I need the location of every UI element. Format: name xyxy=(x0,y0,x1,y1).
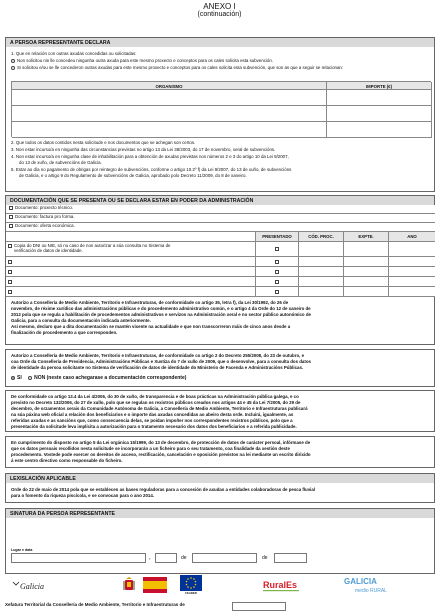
checkbox-extra-3[interactable] xyxy=(8,280,12,284)
extra-doc-1[interactable] xyxy=(6,257,256,267)
extra-4-proc-code[interactable] xyxy=(299,287,344,297)
separator-de-2: de xyxy=(262,555,268,561)
legislation-section xyxy=(5,473,435,503)
data-protection-text-b: que os datos persoais recollidos nesta solicitude se incorporarán a un ficheiro para o seu tratamento, coa finalidade da xestión deste xyxy=(11,446,290,451)
feader-label: FEADER xyxy=(185,591,197,596)
col-year: ANO xyxy=(389,232,435,242)
declaration-title: A PERSOA REPRESENTANTE DECLARA xyxy=(6,38,434,47)
data-protection-text-d: á este centro directivo como responsable do ficheiro. xyxy=(11,458,123,463)
footer-office-input[interactable] xyxy=(232,602,286,611)
col-organism: ORGANISMO xyxy=(12,82,327,90)
authorization-text-d: Galicia, para a consulta da documentación indicada anteriormente. xyxy=(11,318,151,323)
aid-row-2-amount[interactable] xyxy=(327,106,432,122)
extra-doc-3[interactable] xyxy=(6,277,256,287)
identity-consent-section xyxy=(5,349,435,387)
publicity-text-e: referidas axudas e as sancións que, como consecuencia delas, se poidan impoñer nos correspondentes rexistros públicos, polo que a xyxy=(11,418,293,423)
declaration-section xyxy=(5,37,435,192)
documentation-section xyxy=(5,195,435,345)
checkbox-extra-3-presented[interactable] xyxy=(275,280,279,284)
extra-3-proc-code[interactable] xyxy=(299,277,344,287)
day-input[interactable] xyxy=(155,553,177,563)
declaration-q1: 1. Que en relación con outras axudas concedidas ou solicitadas: xyxy=(11,51,137,56)
extra-1-proc-code[interactable] xyxy=(299,257,344,267)
option-no-other-aid[interactable]: Non solicitou nin lle concedeu ningunha outra axuda para este mesmo proxecto e conceptos para os cales solicita esta subvención. xyxy=(11,58,273,63)
identity-text-c: de identidade da persoa solicitante no Sistema de verificación de datos de identidade do Ministerio de Facenda e Administracións Públicas. xyxy=(11,365,304,370)
spain-ministry-stripes xyxy=(143,577,167,593)
data-protection-text-a: En cumprimento do disposto no artigo 5 da Lei orgánica 15/1999, do 13 de decembro, de protección de datos de carácter persoal, infórmase de xyxy=(11,440,311,445)
legislation-text-a: Orde do 22 de maio de 2014 pola que se establecen as bases reguladoras para a concesión de axudas a entidades colaboradoras de pesca fluvial xyxy=(11,487,316,492)
radio-no-other-aid[interactable] xyxy=(11,59,15,63)
authorization-text-c: 2012 pola que se regula a habilitación de procedementos administrativos e servizos na Administración xeral e no sector público autonómico de xyxy=(11,312,311,317)
place-date-label: Lugar e data xyxy=(11,548,33,552)
annex-subtitle: (continuación) xyxy=(197,11,242,18)
checkbox-project[interactable] xyxy=(9,206,13,210)
checkbox-dni-presented[interactable] xyxy=(275,247,279,251)
extra-3-year[interactable] xyxy=(389,277,435,287)
radio-consent-yes[interactable] xyxy=(11,376,15,380)
aid-row-3-amount[interactable] xyxy=(327,122,432,138)
aid-row-2-organism[interactable] xyxy=(12,106,327,122)
declaration-5a: 5. Estar ao día no pagamento de obrigas por reintegro de subvencións, conforme o artigo 10.2º f) da Lei 9/2007, do 13 de xuño, de subvencións xyxy=(11,167,292,172)
signature-section xyxy=(5,508,435,574)
dni-year[interactable] xyxy=(389,242,435,257)
checkbox-dni[interactable] xyxy=(8,244,12,248)
publicity-text-d: na súa páxina web oficial a relación dos beneficiarios e o importe das axudas concedidas ao abeiro desta orde. Incluirá, igualmente, as xyxy=(11,412,294,417)
consent-no[interactable]: NON (neste caso achegarase a documentación correspondente) xyxy=(28,375,186,381)
checkbox-extra-4[interactable] xyxy=(8,290,12,294)
checkbox-extra-4-presented[interactable] xyxy=(275,290,279,294)
place-input[interactable] xyxy=(11,553,146,563)
publicity-text-f: presentación da solicitude leva implícita a autorización para o tratamento necesario dos datos dos beneficiarios e a referida publicidade. xyxy=(11,424,297,429)
extra-3-file[interactable] xyxy=(344,277,389,287)
publicity-section xyxy=(5,390,435,432)
col-presented: PRESENTADO xyxy=(256,232,299,242)
col-amount: IMPORTE (€) xyxy=(327,82,432,90)
consent-yes[interactable]: SI xyxy=(11,375,22,381)
extra-1-year[interactable] xyxy=(389,257,435,267)
footer-office-label: Xefatura Territorial da Consellería de Medio Ambiente, Territorio e Infraestruturas de xyxy=(5,602,185,607)
declaration-3: 3. Non estar incurso/a en ningunha das circunstancias previstas no artigo 13 da Lei 38/2003, do 17 de novembro, xeral de subvencións. xyxy=(11,147,276,152)
extra-doc-4[interactable] xyxy=(6,287,256,297)
authorization-text-b: novembro, de réxime xurídico das administracións públicas e do procedemento administrativo común, e o artigo 4 da Orde do 12 de xaneiro de xyxy=(11,306,311,311)
checkbox-offer[interactable] xyxy=(9,224,13,228)
declaration-2: 2. Que todos os datos contidos nesta solicitude e nos documentos que se achegan son certos. xyxy=(11,140,196,145)
extra-1-file[interactable] xyxy=(344,257,389,267)
extra-2-year[interactable] xyxy=(389,267,435,277)
authorization-text-f: finalización do procedemento a que corresponden. xyxy=(11,330,118,335)
checkbox-extra-2-presented[interactable] xyxy=(275,270,279,274)
doc-row-invoice[interactable]: Documento: factura pro forma. xyxy=(6,214,435,223)
rurales-logo xyxy=(262,577,302,594)
extra-2-file[interactable] xyxy=(344,267,389,277)
galicia-rural-top: GALICIA xyxy=(344,577,377,586)
aid-row-1-amount[interactable] xyxy=(327,90,432,106)
doc-row-offer[interactable]: Documento: oferta económica. xyxy=(6,223,435,232)
galicia-logo xyxy=(12,579,48,594)
eu-flag-icon xyxy=(180,575,202,596)
month-input[interactable] xyxy=(192,553,257,563)
checkbox-extra-1-presented[interactable] xyxy=(275,260,279,264)
authorization-text-e: Así mesmo, declaro que a dita documentación se mantén vixente na actualidade e que non transcorreron máis de cinco anos desde a xyxy=(11,324,291,329)
radio-yes-other-aid[interactable] xyxy=(11,66,15,70)
identity-consent-options xyxy=(11,375,186,381)
declaration-4a: 4. Non estar incurso/a en ningunha clase de inhabilitación para a obtención de axudas previstas nos números 2 e 3 do artigo 10 da Lei 9/2007, xyxy=(11,154,289,159)
aid-row-1-organism[interactable] xyxy=(12,90,327,106)
legislation-title: LEXISLACIÓN APLICABLE xyxy=(6,474,434,483)
col-file: EXPTE. xyxy=(344,232,389,242)
separator-comma: , xyxy=(149,555,151,561)
data-protection-text-c: procedemento. Vostede pode exercer os dereitos de acceso, rectificación, cancelación e oposición previstos na lei mediante un escrito dirixido xyxy=(11,452,311,457)
annex-title: ANEXO I xyxy=(203,2,236,11)
dni-file[interactable] xyxy=(344,242,389,257)
aid-row-3-organism[interactable] xyxy=(12,122,327,138)
publicity-text-b: previsto no Decreto 132/2006, do 27 de xullo, polo que se regulan os rexistros públicos creados nos artigos 44 e 45 da Lei 7/2005, do 29 de xyxy=(11,400,301,405)
doc-row-project[interactable]: Documento: proxecto técnico. xyxy=(6,205,435,214)
spain-coat-of-arms-icon xyxy=(122,577,136,594)
option-yes-other-aid[interactable]: Si solicitou e/ou se lle concederon outras axudas para este mesmo proxecto e conceptos para os cales solicita esta subvención, que son as que a seguir se relacionan: xyxy=(11,65,431,70)
checkbox-invoice[interactable] xyxy=(9,215,13,219)
declaration-5b: de Galicia, e o artigo 9 do Regulamento de subvencións de Galicia, aprobado polo Decreto 11/2009, do 8 de xaneiro. xyxy=(19,173,247,178)
legislation-text-b: para o fomento da riqueza piscícola, e se convocan para o ano 2014. xyxy=(11,493,154,498)
rurales-logo-text: RuralEs xyxy=(263,580,298,590)
signature-title: SINATURA DA PERSOA REPRESENTANTE xyxy=(6,509,434,518)
extra-2-proc-code[interactable] xyxy=(299,267,344,277)
galicia-rural-bottom: medio RURAL xyxy=(355,588,387,594)
checkbox-extra-2[interactable] xyxy=(8,270,12,274)
extra-doc-2[interactable] xyxy=(6,267,256,277)
documentation-title: DOCUMENTACIÓN QUE SE PRESENTA OU SE DECLARA ESTAR EN PODER DA ADMINISTRACIÓN xyxy=(6,196,434,205)
checkbox-extra-1[interactable] xyxy=(8,260,12,264)
radio-consent-no[interactable] xyxy=(28,376,32,380)
data-protection-section xyxy=(5,436,435,468)
dni-proc-code[interactable] xyxy=(299,242,344,257)
galicia-logo-text: Galicia xyxy=(20,582,44,591)
col-proc-code: CÓD. PROC. xyxy=(299,232,344,242)
separator-de-1: de xyxy=(181,555,187,561)
extra-4-file[interactable] xyxy=(344,287,389,297)
declaration-4b: do 13 de xuño, de subvencións de Galicia. xyxy=(19,160,102,165)
galicia-medio-rural-logo xyxy=(343,576,403,595)
identity-text-a: Autorizo a Consellería de Medio Ambiente, Territorio e Infraestruturas, de conformidade co artigo 2 do Decreto 255/2008, do 23 de outubro, e xyxy=(11,353,305,358)
identity-text-b: coa Orde da Consellería de Presidencia, Administracións Públicas e Xustiza do 7 de xullo de 2009, que o desenvolve, para a consulta dos datos xyxy=(11,359,311,364)
doc-row-dni[interactable]: Copia do DNI ou NIE, só no caso de non autorizar a súa consulta no Sistema de verificación de datos de identidade. xyxy=(6,242,256,257)
year-input[interactable] xyxy=(274,553,307,563)
aid-table xyxy=(11,81,431,137)
extra-4-year[interactable] xyxy=(389,287,435,297)
documentation-table xyxy=(6,205,435,299)
publicity-text-c: decembro, de orzamentos xerais da Comunidade Autónoma de Galicia, a Consellería de Medio Ambiente, Territorio e Infraestruturas publicará xyxy=(11,406,308,411)
publicity-text-a: De conformidade co artigo 13.4 da Lei 4/2006, do 30 de xuño, de transparencia e de boas prácticas na Administración pública galega, e co xyxy=(11,394,299,399)
authorization-text-a: Autorizo a Consellería de Medio Ambiente, Territorio e Infraestruturas, de conformidade co artigo 35, letra f), da Lei 30/1992, do 26 de xyxy=(11,300,289,305)
